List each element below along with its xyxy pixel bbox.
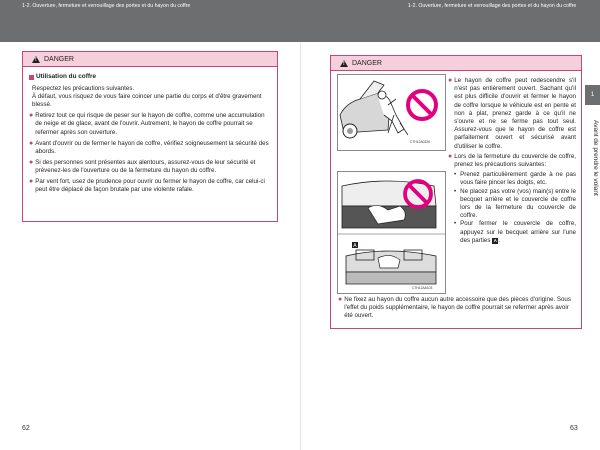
danger-label: DANGER — [352, 59, 382, 67]
sub-bullet-text: Ne placez pas votre (vos) main(s) entre le becquet arrière et le couvercle de coffre lors de la fermeture du couvercle de coffre. — [460, 187, 576, 220]
marker-a-inline: A — [493, 237, 497, 243]
bullet-dot-icon: ● — [338, 296, 343, 303]
person-under-trunk-drawing — [338, 75, 445, 150]
intro-text: Respectez les précautions suivantes. À défaut, vous risquez de vous faire coincer une partie du corps et d'être gravement blessé. — [32, 85, 262, 109]
section-heading-text: Utilisation du coffre — [36, 73, 97, 80]
bullet-text: Lors de la fermeture du couvercle de coffre, prenez les précautions suivantes: — [454, 152, 576, 169]
bullet-dot-icon: ● — [29, 158, 34, 166]
bullet-text: Retirez tout ce qui risque de peser sur le hayon de coffre, comme une accumulation de neige et de glace, avant de l'ouvrir. Autrement, le hayon de coffre pourrait se refermer après son ouverture. — [35, 112, 265, 136]
sub-bullet-item: • Prenez particulièrement garde à ne pas vous faire pincer les doigts, etc. — [454, 171, 576, 187]
bullet-dot-icon: ● — [29, 139, 34, 147]
bullet-dot-icon: ● — [29, 112, 34, 120]
bullet-text: Par vent fort, usez de prudence pour ouvrir ou fermer le hayon de coffre, car celui-ci peut être déplacé de façon brutale par une violente rafale. — [35, 178, 265, 194]
page-number-left: 62 — [22, 425, 30, 432]
bullet-text: Le hayon de coffre peut redescendre s'il n'est pas entièrement ouvert. Sachant qu'il est plus difficile d'ouvrir et fermer le hayon de coffre lorsque le véhicule est en pente et non à plat, prenez garde à ce qu'il ne s'ouvre et ne se ferme pas tout seul. Assurez-vous que le hayon de coffre est parfaitement ouvert et sécurisé avant d'utiliser le coffre. — [454, 77, 576, 150]
image-caption: CTH12A0226 — [410, 140, 430, 144]
bullet-item — [29, 159, 269, 175]
danger-label: DANGER — [44, 55, 74, 63]
bullet-dot-icon: ● — [448, 77, 453, 84]
chapter-title-vertical: Avant de prendre le volant — [592, 120, 599, 196]
danger-header — [23, 52, 277, 67]
trunk-lid-illustration — [337, 171, 446, 294]
note-text: Ne fixez au hayon du coffre aucun autre accessoire que des pièces d'origine. Sous l'effet du poids supplémentaire, le hayon de coffre pourrait se refermer après avoir été ouvert. — [344, 296, 571, 320]
bullet-item — [29, 112, 269, 136]
square-bullet-icon — [29, 75, 34, 80]
bullet-item — [448, 153, 576, 169]
bottom-note — [338, 296, 578, 320]
warning-triangle-icon: ! — [32, 56, 40, 63]
bullet-text: Si des personnes sont présentes aux alentours, assurez-vous de leur sécurité et prévenez-les de l'ouverture ou de la fermeture du hayon du coffre. — [35, 158, 256, 174]
bullet-dot-icon: ● — [448, 152, 453, 160]
bullet-item — [448, 77, 576, 151]
danger-header — [331, 56, 581, 71]
marker-a-label: A — [353, 243, 357, 249]
right-running-header: 1-2. Ouverture, fermeture et verrouillage des portes et du hayon du coffre — [408, 3, 577, 9]
section-heading — [29, 73, 269, 81]
left-danger-box — [22, 51, 278, 222]
bullet-item — [29, 178, 269, 194]
warning-triangle-icon: ! — [340, 60, 348, 67]
page-number-right: 63 — [570, 425, 578, 432]
chapter-tab: 1 — [585, 85, 600, 105]
trunk-lid-hands-drawing — [338, 172, 445, 293]
bullet-item — [29, 140, 269, 156]
bullet-dot-icon: ● — [29, 178, 34, 186]
page-spine — [300, 42, 301, 450]
right-text-column — [448, 77, 576, 245]
sub-bullet-text: Prenez particulièrement garde à ne pas vous faire pincer les doigts, etc. — [460, 171, 576, 187]
sub-bullet-item: • Pour fermer le couvercle de coffre, appuyez sur le becquet arrière sur l'une des parties A. — [454, 220, 576, 244]
sub-bullet-item: • Ne placez pas votre (vos) main(s) entre le becquet arrière et le couvercle de coffre lors de la fermeture du couvercle de coffre. — [454, 187, 576, 220]
bullet-text: Avant d'ouvrir ou de fermer le hayon de coffre, vérifiez soigneusement la sécurité des abords. — [35, 139, 269, 155]
sub-bullet-text: Pour fermer le couvercle de coffre, appuyez sur le becquet arrière sur l'une des parties — [460, 220, 576, 244]
image-caption: CTH12AA103 — [412, 286, 433, 290]
left-running-header: 1-2. Ouverture, fermeture et verrouillage des portes et du hayon du coffre — [22, 3, 191, 9]
